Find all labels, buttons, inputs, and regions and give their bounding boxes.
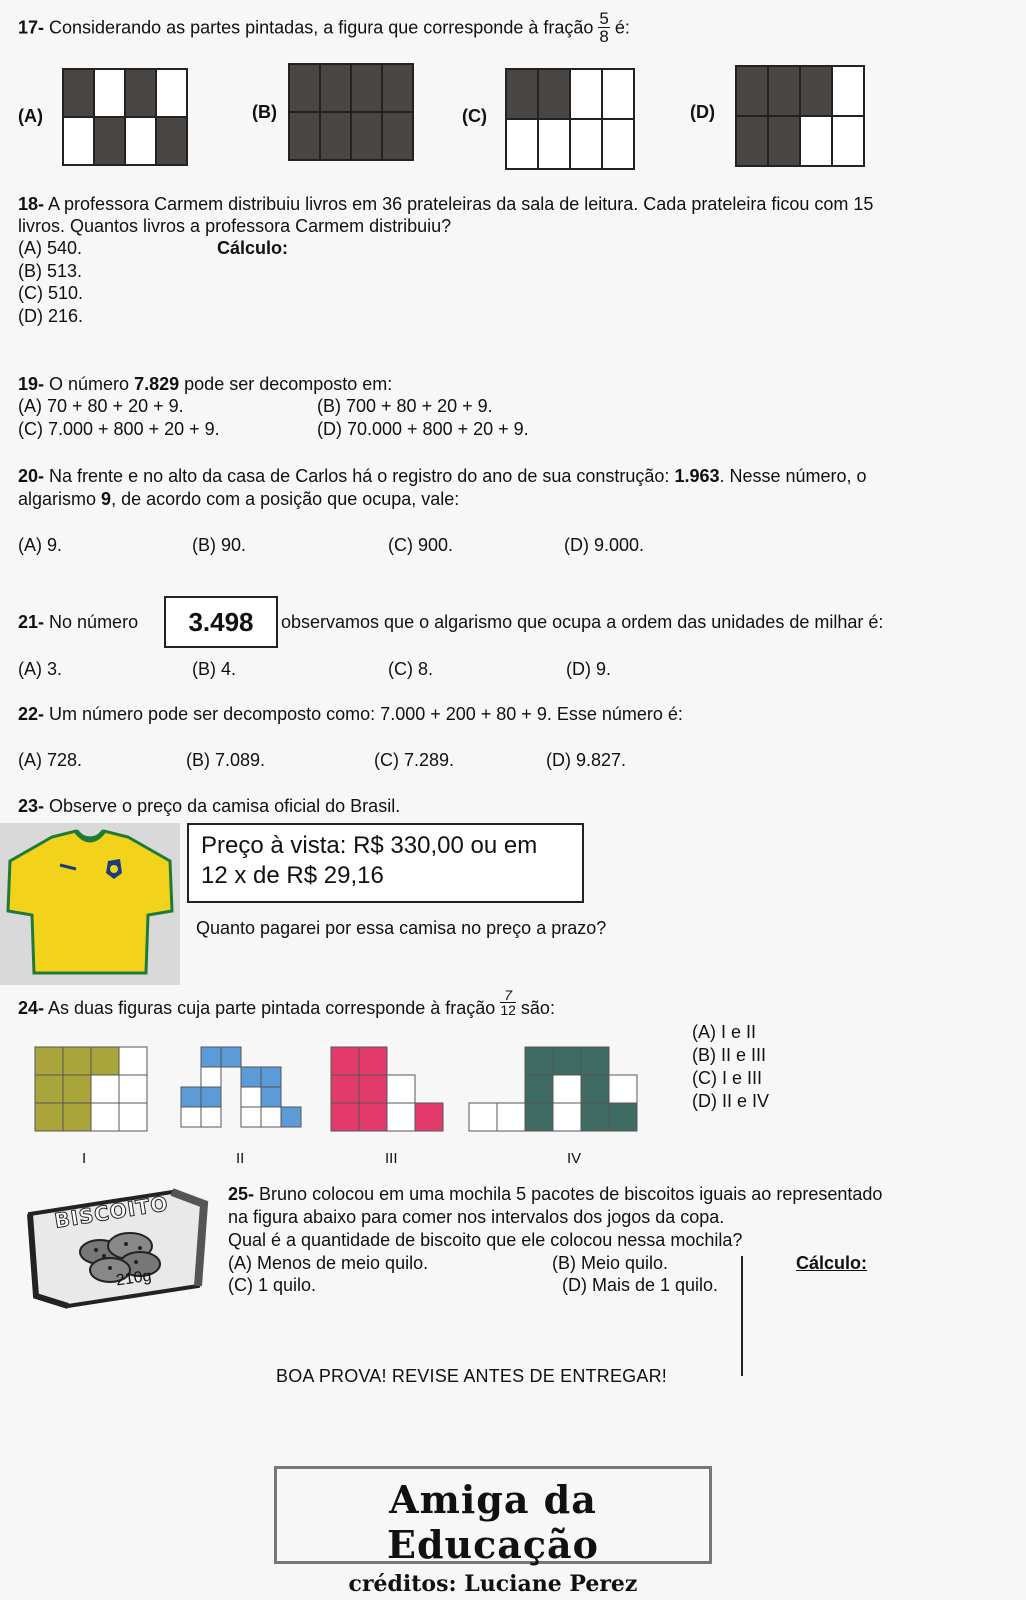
q17-statement	[18, 9, 630, 46]
empty-cell	[241, 1107, 261, 1127]
q20-option-a: (A) 9.	[18, 535, 63, 555]
q25-option-a: (A) Menos de meio quilo.	[228, 1253, 429, 1273]
empty-cell	[181, 1107, 201, 1127]
painted-cell	[221, 1047, 241, 1067]
painted-cell	[359, 1103, 387, 1131]
q24-suffix: são:	[520, 998, 555, 1018]
q25-option-d: (D) Mais de 1 quilo.	[562, 1275, 719, 1295]
painted-cell	[63, 1047, 91, 1075]
q24-frac-den: 12	[500, 1001, 516, 1018]
q22-option-c: (C) 7.289.	[374, 750, 455, 770]
empty-cell	[469, 1103, 497, 1131]
biscuit-package-brand: BISCOITO	[52, 1191, 171, 1233]
credits-box	[274, 1466, 712, 1597]
q21-option-c: (C) 8.	[388, 659, 433, 679]
q22-option-d: (D) 9.827.	[546, 750, 627, 770]
q25-option-c: (C) 1 quilo.	[228, 1275, 317, 1295]
q17-figure-c	[505, 68, 635, 170]
q25-calc-label: Cálculo:	[796, 1253, 868, 1273]
q24-option-c: (C) I e III	[692, 1068, 763, 1088]
q17-number: 17-	[18, 17, 45, 38]
painted-cell	[609, 1103, 637, 1131]
q20-line1	[18, 466, 867, 487]
q24-option-b: (B) II e III	[692, 1045, 767, 1065]
footer-message: BOA PROVA! REVISE ANTES DE ENTREGAR!	[276, 1366, 667, 1386]
q24-figure-label-1: I	[82, 1150, 87, 1167]
q24-option-a: (A) I e II	[692, 1022, 757, 1042]
q22-text: Um número pode ser decomposto como: 7.000 + 200 + 80 + 9. Esse número é:	[49, 704, 683, 724]
q17-figure-d	[735, 65, 865, 167]
q25-line1	[228, 1184, 882, 1205]
q23-number: 23-	[18, 796, 45, 816]
q23-price-line2: 12 x de R$ 29,16	[201, 862, 384, 889]
painted-cell	[525, 1103, 553, 1131]
q17-frac-den: 8	[599, 27, 609, 46]
q20-text-1c: . Nesse número, o	[719, 466, 867, 486]
empty-cell	[119, 1075, 147, 1103]
q24-statement	[18, 986, 555, 1019]
q24-text: As duas figuras cuja parte pintada corresponde à fração	[48, 998, 496, 1018]
q18-text-1: A professora Carmem distribuiu livros em 36 prateleiras da sala de leitura. Cada prateleira ficou com 15	[48, 194, 874, 214]
q25-text-1: Bruno colocou em uma mochila 5 pacotes de biscoitos iguais ao representado	[259, 1184, 883, 1204]
q24-figure-2	[180, 1046, 310, 1136]
q24-frac-num: 7	[500, 988, 516, 1003]
q19-highlight: 7.829	[134, 374, 180, 394]
painted-cell	[331, 1075, 359, 1103]
q20-text-2c: , de acordo com a posição que ocupa, vale:	[111, 489, 460, 509]
q21-number: 21-	[18, 612, 45, 632]
q17-fraction	[598, 10, 609, 45]
empty-cell	[387, 1103, 415, 1131]
q19-option-c: (C) 7.000 + 800 + 20 + 9.	[18, 419, 220, 439]
credits-brand: Amiga da Educação	[386, 1477, 600, 1567]
empty-cell	[201, 1107, 221, 1127]
q21-option-d: (D) 9.	[566, 659, 611, 679]
q17-text: Considerando as partes pintadas, a figura que corresponde à fração	[49, 17, 594, 38]
painted-cell	[525, 1075, 553, 1103]
empty-cell	[553, 1075, 581, 1103]
q21-text-before: No número	[49, 612, 139, 632]
empty-cell	[261, 1107, 281, 1127]
q18-line1	[18, 194, 873, 215]
q18-number: 18-	[18, 194, 45, 214]
painted-cell	[35, 1103, 63, 1131]
q24-fraction	[500, 988, 516, 1017]
empty-cell	[497, 1103, 525, 1131]
q20-line2	[18, 489, 459, 510]
painted-cell	[63, 1075, 91, 1103]
q20-option-b: (B) 90.	[192, 535, 247, 555]
q23-text: Observe o preço da camisa oficial do Brasil.	[49, 796, 401, 816]
q20-option-d: (D) 9.000.	[564, 535, 645, 555]
painted-cell	[201, 1047, 221, 1067]
painted-cell	[63, 1103, 91, 1131]
q25-line2: na figura abaixo para comer nos intervalos dos jogos da copa.	[228, 1207, 725, 1227]
q17-label-a: (A)	[18, 106, 43, 126]
q23-price-box	[187, 823, 584, 903]
painted-cell	[281, 1107, 301, 1127]
painted-cell	[553, 1047, 581, 1075]
q23-question: Quanto pagarei por essa camisa no preço a prazo?	[196, 918, 607, 938]
q24-figure-4	[468, 1046, 644, 1136]
q21-text-after: observamos que o algarismo que ocupa a ordem das unidades de milhar é:	[281, 612, 884, 632]
q22-statement	[18, 704, 683, 725]
q22-number: 22-	[18, 704, 45, 724]
painted-cell	[331, 1047, 359, 1075]
q18-line2: livros. Quantos livros a professora Carmem distribuiu?	[18, 216, 452, 236]
painted-cell	[181, 1087, 201, 1107]
q17-label-c: (C)	[462, 106, 487, 126]
q18-option-c: (C) 510.	[18, 283, 84, 303]
painted-cell	[35, 1075, 63, 1103]
q18-option-a: (A) 540.	[18, 238, 83, 258]
q19-option-d: (D) 70.000 + 800 + 20 + 9.	[317, 419, 529, 439]
q20-text-1a: Na frente e no alto da casa de Carlos há o registro do ano de sua construção:	[49, 466, 670, 486]
q19-option-b: (B) 700 + 80 + 20 + 9.	[317, 396, 493, 416]
empty-cell	[241, 1087, 261, 1107]
q19-number: 19-	[18, 374, 45, 394]
q17-label-b: (B)	[252, 102, 277, 122]
q20-text-2a: algarismo	[18, 489, 97, 509]
q17-suffix: é:	[614, 17, 630, 38]
painted-cell	[359, 1075, 387, 1103]
painted-cell	[261, 1087, 281, 1107]
q20-option-c: (C) 900.	[388, 535, 454, 555]
q17-figure-a	[62, 68, 188, 166]
empty-cell	[91, 1103, 119, 1131]
q25-line3: Qual é a quantidade de biscoito que ele colocou nessa mochila?	[228, 1230, 743, 1250]
q19-text-before: O número	[49, 374, 130, 394]
empty-cell	[553, 1103, 581, 1131]
q24-figure-label-2: II	[236, 1150, 245, 1167]
q23-price-line1: Preço à vista: R$ 330,00 ou em	[201, 832, 538, 859]
empty-cell	[201, 1067, 221, 1087]
q20-year: 1.963	[674, 466, 720, 486]
q17-label-d: (D)	[690, 102, 715, 122]
brazil-shirt-image	[0, 823, 180, 985]
q18-option-d: (D) 216.	[18, 306, 84, 326]
q24-figure-3	[330, 1046, 450, 1136]
q25-option-b: (B) Meio quilo.	[552, 1253, 669, 1273]
painted-cell	[581, 1047, 609, 1075]
q19-option-a: (A) 70 + 80 + 20 + 9.	[18, 396, 184, 416]
biscuit-package-weight: 210g	[114, 1267, 153, 1290]
empty-cell	[119, 1103, 147, 1131]
q25-calc-divider	[741, 1256, 743, 1376]
q24-figure-label-4: IV	[567, 1150, 582, 1167]
q25-number: 25-	[228, 1184, 255, 1204]
empty-cell	[119, 1047, 147, 1075]
painted-cell	[201, 1087, 221, 1107]
q17-frac-num: 5	[599, 9, 609, 28]
empty-cell	[609, 1075, 637, 1103]
q21-boxed-number: 3.498	[164, 596, 278, 648]
painted-cell	[525, 1047, 553, 1075]
empty-cell	[387, 1075, 415, 1103]
q21-option-a: (A) 3.	[18, 659, 63, 679]
q18-option-b: (B) 513.	[18, 261, 83, 281]
painted-cell	[261, 1067, 281, 1087]
credits-author: créditos: Luciane Perez	[348, 1571, 638, 1597]
painted-cell	[359, 1047, 387, 1075]
painted-cell	[91, 1047, 119, 1075]
q19-text-after: pode ser decomposto em:	[184, 374, 393, 394]
q22-option-a: (A) 728.	[18, 750, 83, 770]
q24-figure-label-3: III	[385, 1150, 398, 1167]
q18-calc-label: Cálculo:	[217, 238, 289, 258]
painted-cell	[415, 1103, 443, 1131]
painted-cell	[241, 1067, 261, 1087]
q24-figure-1	[34, 1046, 154, 1134]
q20-number: 20-	[18, 466, 45, 486]
q20-digit: 9	[101, 489, 112, 509]
painted-cell	[35, 1047, 63, 1075]
painted-cell	[581, 1075, 609, 1103]
q21-statement	[18, 612, 138, 633]
q24-option-d: (D) II e IV	[692, 1091, 770, 1111]
painted-cell	[581, 1103, 609, 1131]
q17-figure-b	[288, 63, 414, 161]
q19-statement	[18, 374, 392, 395]
q22-option-b: (B) 7.089.	[186, 750, 266, 770]
painted-cell	[331, 1103, 359, 1131]
empty-cell	[91, 1075, 119, 1103]
q24-number: 24-	[18, 998, 45, 1018]
q23-statement	[18, 796, 400, 817]
q21-option-b: (B) 4.	[192, 659, 237, 679]
